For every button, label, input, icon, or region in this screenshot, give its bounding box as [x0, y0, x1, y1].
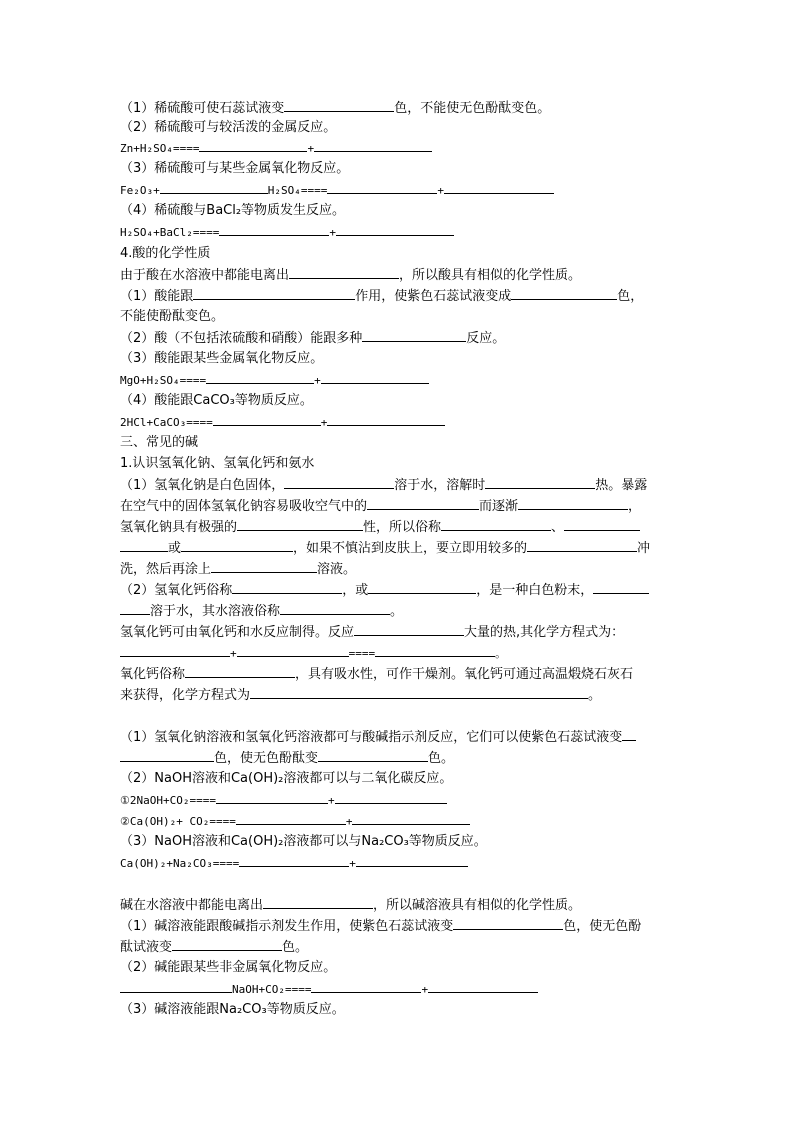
equation-line: MgO+H₂SO₄==== + — [120, 370, 429, 390]
blank[interactable] — [120, 979, 232, 993]
blank[interactable] — [237, 643, 349, 657]
blank[interactable] — [232, 580, 342, 594]
line-20: 在空气中的固体氢氧化钠容易吸收空气中的 而逐渐 ， — [120, 496, 641, 516]
blank[interactable] — [280, 601, 390, 615]
blank[interactable] — [185, 664, 295, 678]
line-21: 氢氧化钠具有极强的 性，所以俗称 、 — [120, 517, 640, 537]
blank[interactable] — [263, 895, 373, 909]
line-32: （2）NaOH溶液和Ca(OH)₂溶液都可以与二氧化碳反应。 — [120, 771, 453, 786]
blank[interactable] — [239, 853, 349, 867]
blank[interactable] — [368, 580, 476, 594]
line-30: （1）氢氧化钠溶液和氢氧化钙溶液都可与酸碱指示剂反应，它们可以使紫色石蕊试液变 — [120, 727, 636, 747]
blank[interactable] — [327, 180, 437, 194]
line-12: （2）酸（不包括浓硫酸和硝酸）能跟多种 反应。 — [120, 328, 505, 348]
blank[interactable] — [120, 748, 214, 762]
blank[interactable] — [289, 265, 399, 279]
line-40: （2）碱能跟某些非金属氧化物反应。 — [120, 960, 337, 975]
blank[interactable] — [527, 538, 637, 552]
line-42: （3）碱溶液能跟Na₂CO₃等物质反应。 — [120, 1002, 345, 1017]
blank[interactable] — [428, 979, 538, 993]
line-13: （3）酸能跟某些金属氧化物反应。 — [120, 351, 324, 366]
line-23: 洗，然后再涂上 溶液。 — [120, 559, 356, 579]
line-35: （3）NaOH溶液和Ca(OH)₂溶液都可以与Na₂CO₃等物质反应。 — [120, 834, 487, 849]
blank[interactable] — [485, 475, 595, 489]
blank[interactable] — [181, 538, 293, 552]
blank[interactable] — [314, 138, 432, 152]
equation-line: ①2NaOH+CO₂==== + — [120, 790, 447, 810]
blank[interactable] — [362, 328, 466, 342]
blank[interactable] — [160, 180, 268, 194]
line-22: 或 ，如果不慎沾到皮肤上，要立即用较多的 冲 — [120, 538, 650, 558]
section-heading: 4.酸的化学性质 — [120, 246, 211, 261]
blank[interactable] — [284, 475, 394, 489]
blank[interactable] — [593, 580, 649, 594]
line-1: （1）稀硫酸可使石蕊试液变 色，不能使无色酚酞变色。 — [120, 98, 550, 118]
blank[interactable] — [172, 937, 282, 951]
line-9: 由于酸在水溶液中都能电离出 ，所以酸具有相似的化学性质。 — [120, 265, 581, 285]
line-24: （2）氢氧化钙俗称 ，或 ，是一种白色粉末， — [120, 580, 649, 600]
equation-line: 2HCl+CaCO₃==== + — [120, 412, 445, 432]
equation-line: NaOH+CO₂==== + — [120, 979, 538, 999]
equation-line: ②Ca(OH)₂+ CO₂==== + — [120, 811, 470, 831]
line-37: 碱在水溶液中都能电离出 ，所以碱溶液具有相似的化学性质。 — [120, 895, 581, 915]
blank[interactable] — [336, 222, 454, 236]
line-38: （1）碱溶液能跟酸碱指示剂发生作用，使紫色石蕊试液变 色，使无色酚 — [120, 916, 641, 936]
blank[interactable] — [216, 790, 328, 804]
equation-line: Ca(OH)₂+Na₂CO₃==== + — [120, 853, 468, 873]
line-6: （4）稀硫酸与BaCl₂等物质发生反应。 — [120, 203, 346, 218]
blank[interactable] — [120, 538, 168, 552]
line-19: （1）氢氧化钠是白色固体， 溶于水，溶解时 热。暴露 — [120, 475, 647, 495]
line-39: 酞试液变 色。 — [120, 937, 308, 957]
line-26: 氢氧化钙可由氧化钙和水反应制得。反应 大量的热,其化学方程式为： — [120, 622, 624, 642]
blank[interactable] — [219, 222, 329, 236]
blank[interactable] — [284, 98, 394, 112]
equation-line: Zn+H₂SO₄==== + — [120, 138, 432, 158]
blank[interactable] — [354, 622, 464, 636]
blank[interactable] — [318, 748, 428, 762]
blank[interactable] — [120, 601, 150, 615]
blank[interactable] — [327, 412, 445, 426]
blank[interactable] — [453, 916, 563, 930]
section-heading: 三、常见的碱 — [120, 435, 199, 450]
blank[interactable] — [356, 853, 468, 867]
blank[interactable] — [199, 138, 307, 152]
blank[interactable] — [441, 517, 551, 531]
blank[interactable] — [211, 559, 317, 573]
blank[interactable] — [335, 790, 447, 804]
blank[interactable] — [311, 979, 421, 993]
blank[interactable] — [120, 643, 230, 657]
blank[interactable] — [206, 370, 314, 384]
blank[interactable] — [511, 286, 617, 300]
line-10: （1）酸能跟 作用，使紫色石蕊试液变成 色， — [120, 286, 643, 306]
blank[interactable] — [250, 685, 588, 699]
line-31: 色，使无色酚酞变 色。 — [120, 748, 454, 768]
blank[interactable] — [367, 496, 479, 510]
line-28: 氧化钙俗称 ，具有吸水性，可作干燥剂。氧化钙可通过高温煅烧石灰石 — [120, 664, 633, 684]
blank[interactable] — [375, 643, 495, 657]
blank[interactable] — [236, 811, 346, 825]
blank[interactable] — [622, 727, 636, 741]
section-heading: 1.认识氢氧化钠、氢氧化钙和氨水 — [120, 456, 315, 471]
blank[interactable] — [352, 811, 470, 825]
line-2: （2）稀硫酸可与较活泼的金属反应。 — [120, 120, 337, 135]
blank[interactable] — [564, 517, 640, 531]
blank[interactable] — [237, 517, 363, 531]
line-25: 溶于水，其水溶液俗称 。 — [120, 601, 403, 621]
blank[interactable] — [193, 286, 355, 300]
blank[interactable] — [518, 496, 628, 510]
equation-line: Fe₂O₃+ H₂SO₄==== + — [120, 180, 554, 200]
equation-line: H₂SO₄+BaCl₂==== + — [120, 222, 454, 242]
blank[interactable] — [321, 370, 429, 384]
line-4: （3）稀硫酸可与某些金属氧化物反应。 — [120, 161, 350, 176]
blank[interactable] — [444, 180, 554, 194]
line-15: （4）酸能跟CaCO₃等物质反应。 — [120, 393, 313, 408]
equation-line: + ==== 。 — [120, 643, 506, 663]
line-29: 来获得，化学方程式为 。 — [120, 685, 601, 705]
line-11: 不能使酚酞变色。 — [120, 309, 225, 324]
blank[interactable] — [213, 412, 321, 426]
